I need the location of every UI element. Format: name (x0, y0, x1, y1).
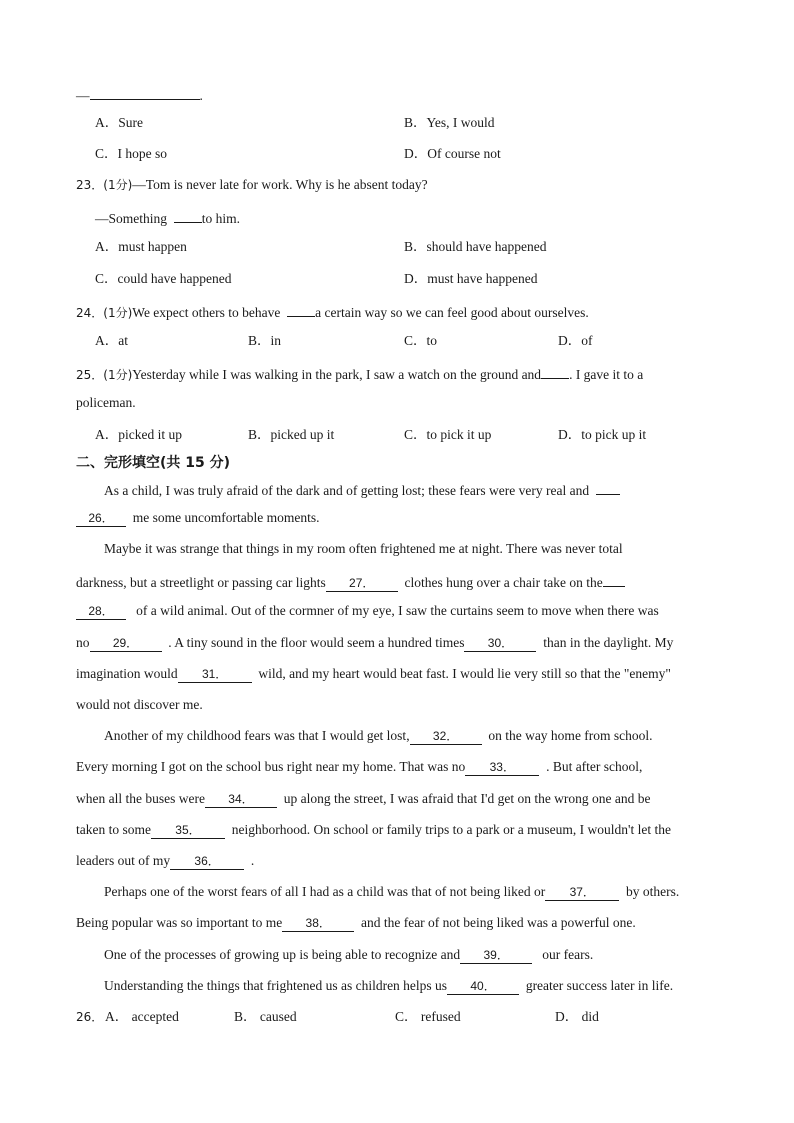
blank-34: 34． (205, 792, 277, 808)
option-b: B．Yes, I would (404, 115, 495, 130)
answer-line: — . (76, 84, 203, 105)
passage-line: 28． of a wild animal. Out of the cormner of my eye, I saw the curtains seem to move when there was (76, 602, 659, 620)
passage-line: Another of my childhood fears was that I would get lost, 32． on the way home from school. (104, 728, 653, 743)
option-a: A． accepted (105, 1009, 179, 1024)
blank-39: 39． (460, 948, 532, 964)
question-number: 24．(1分) (76, 306, 133, 320)
passage-line: no 29． . A tiny sound in the floor would seem a hundred times 30． than in the daylight. My (76, 635, 674, 650)
section-heading: 二、完形填空(共 15 分) (76, 455, 231, 471)
q25-options-row (0, 426, 794, 444)
blank-28: 28． (76, 604, 126, 620)
question-number: 26． (76, 1010, 104, 1024)
q23-options-row1 (0, 238, 794, 256)
option-d: D．must have happened (404, 271, 538, 286)
passage-line: Understanding the things that frightened us as children helps us 40． greater success later in life. (104, 978, 674, 993)
blank-40: 40． (447, 979, 519, 995)
passage-line: leaders out of my 36． . (76, 853, 255, 868)
answer-blank (90, 84, 200, 100)
passage-line: when all the buses were 34． up along the street, I was afraid that I'd get on the wrong one and be (76, 791, 651, 806)
answer-blank (541, 363, 569, 379)
q25-line2: policeman. (76, 395, 136, 410)
passage-line: imagination would 31． wild, and my heart would beat fast. I would lie very still so that the "enemy" (76, 666, 671, 681)
option-a: A．at (95, 333, 128, 348)
option-b: B．picked up it (248, 427, 335, 442)
q23-options-row2 (0, 270, 794, 288)
passage-line: Maybe it was strange that things in my room often frightened me at night. There was never total (104, 541, 623, 556)
blank-30: 30． (464, 636, 536, 652)
q24-stem: 24．(1分)We expect others to behave a certain way so we can feel good about ourselves. (76, 301, 589, 322)
blank-35: 35． (151, 823, 225, 839)
option-c: C．to pick it up (404, 427, 492, 442)
q23-line2: —Something to him. (95, 207, 240, 228)
q22-options-row1 (0, 114, 794, 132)
option-d: D．to pick up it (558, 427, 647, 442)
passage-line: Perhaps one of the worst fears of all I had as a child was that of not being liked or 37． by others. (104, 884, 680, 899)
answer-blank (603, 571, 625, 587)
blank-37: 37． (545, 885, 619, 901)
question-number: 25．(1分) (76, 368, 133, 382)
q22-options-row2 (0, 145, 794, 163)
passage-line: would not discover me. (76, 697, 203, 712)
passage-line: As a child, I was truly afraid of the dark and of getting lost; these fears were very real and (104, 479, 620, 500)
passage-line: 26． me some uncomfortable moments. (76, 509, 319, 527)
q26-options-row (0, 1008, 794, 1026)
option-a: A．picked it up (95, 427, 182, 442)
q25-stem: 25．(1分)Yesterday while I was walking in the park, I saw a watch on the ground and . I gave it to a (76, 363, 643, 384)
option-a: A．must happen (95, 239, 187, 254)
blank-33: 33． (465, 760, 539, 776)
option-d: D．of (558, 333, 593, 348)
option-b: B．should have happened (404, 239, 547, 254)
q24-options-row (0, 332, 794, 350)
blank-27: 27． (326, 576, 398, 592)
blank-32: 32． (410, 729, 482, 745)
option-a: A．Sure (95, 115, 143, 130)
option-c: C．I hope so (95, 146, 167, 161)
passage-line: Being popular was so important to me 38． and the fear of not being liked was a powerful one. (76, 915, 636, 930)
option-b: B． caused (234, 1009, 297, 1024)
passage-line: taken to some 35． neighborhood. On school or family trips to a park or a museum, I wouldn't let the (76, 822, 671, 837)
blank-38: 38． (282, 916, 354, 932)
option-c: C． refused (395, 1009, 461, 1024)
blank-36: 36． (170, 854, 244, 870)
passage-line: darkness, but a streetlight or passing car lights 27． clothes hung over a chair take on the (76, 571, 625, 592)
answer-blank (287, 301, 315, 317)
passage-line: Every morning I got on the school bus right near my home. That was no 33． . But after school, (76, 759, 643, 774)
blank-31: 31． (178, 667, 252, 683)
passage-line: One of the processes of growing up is being able to recognize and 39． our fears. (104, 947, 594, 962)
blank-29: 29． (90, 636, 162, 652)
option-d: D．Of course not (404, 146, 501, 161)
option-b: B．in (248, 333, 282, 348)
option-c: C．could have happened (95, 271, 232, 286)
question-number: 23．(1分) (76, 178, 133, 192)
answer-blank (596, 479, 620, 495)
option-c: C．to (404, 333, 438, 348)
q23-stem: 23．(1分)—Tom is never late for work. Why is he absent today? (76, 177, 428, 192)
blank-26: 26． (76, 511, 126, 527)
answer-blank (174, 207, 202, 223)
option-d: D． did (555, 1009, 599, 1024)
